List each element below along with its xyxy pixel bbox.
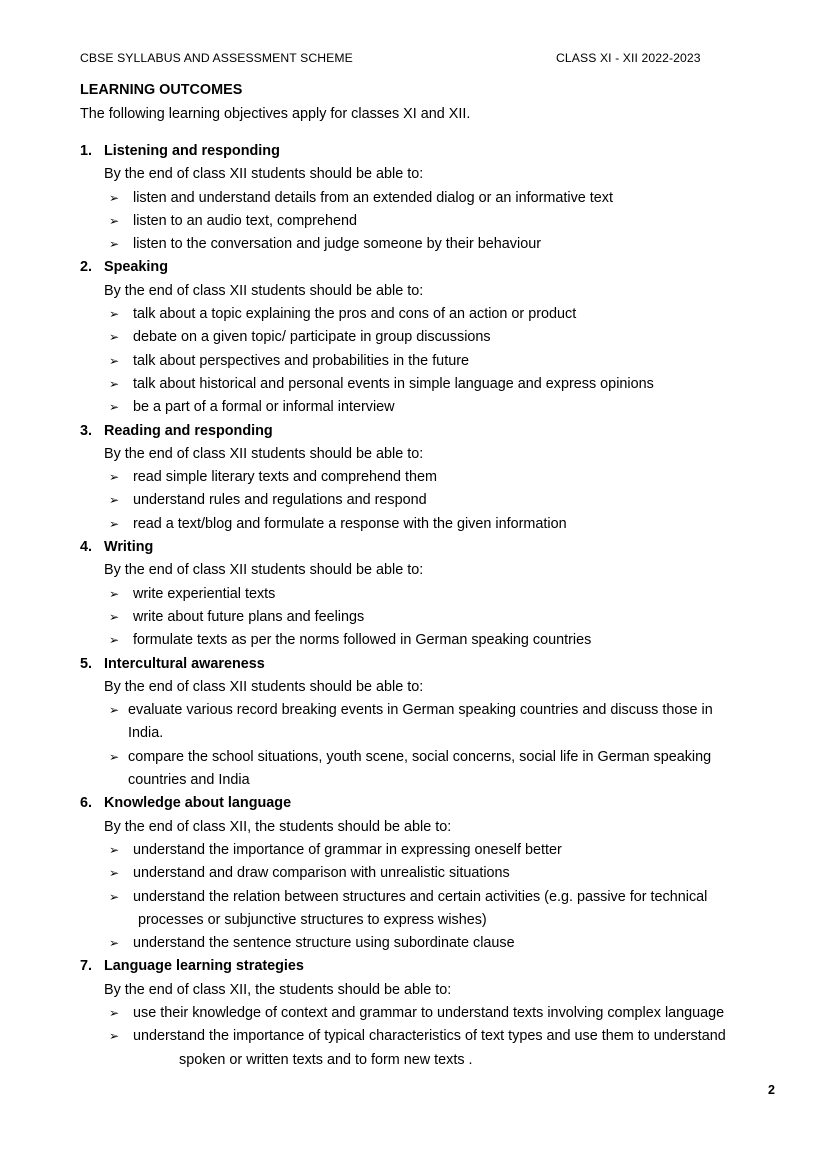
list-item: ➢ be a part of a formal or informal interview (80, 396, 780, 419)
header-left: CBSE SYLLABUS AND ASSESSMENT SCHEME (80, 51, 353, 65)
section-strategies (80, 955, 780, 1071)
arrow-bullet-icon: ➢ (109, 493, 120, 508)
section-lead: By the end of class XII, the students should be able to: (104, 981, 452, 998)
section-title: Speaking (104, 259, 168, 276)
section-number: 7. (80, 958, 93, 975)
arrow-bullet-icon: ➢ (109, 703, 120, 718)
list-item: ➢ talk about historical and personal events in simple language and express opinions (80, 373, 780, 396)
section-writing (80, 536, 780, 652)
section-listening (80, 140, 780, 256)
arrow-bullet-icon: ➢ (109, 609, 120, 624)
header-right: CLASS XI - XII 2022-2023 (556, 51, 701, 65)
arrow-bullet-icon: ➢ (109, 936, 120, 951)
section-number: 2. (80, 259, 93, 276)
arrow-bullet-icon: ➢ (109, 353, 120, 368)
section-title: Intercultural awareness (104, 655, 265, 672)
section-number: 1. (80, 143, 93, 159)
list-item: ➢ read a text/blog and formulate a response with the given information (80, 513, 780, 536)
section-title: Reading and responding (104, 422, 273, 439)
list-item: ➢ evaluate various record breaking events in German speaking countries and discuss those in India. (80, 699, 780, 746)
section-speaking (80, 256, 780, 419)
arrow-bullet-icon: ➢ (109, 749, 120, 764)
section-lead: By the end of class XII students should be able to: (104, 562, 424, 579)
arrow-bullet-icon: ➢ (109, 1029, 120, 1044)
section-heading (80, 536, 780, 559)
list-item: ➢ listen to an audio text, comprehend (80, 210, 780, 233)
main-content (80, 79, 780, 1072)
bullet-list (80, 187, 780, 257)
list-item: ➢ listen and understand details from an extended dialog or an informative text (80, 187, 780, 210)
section-title: Writing (104, 539, 154, 556)
page-title: LEARNING OUTCOMES (80, 82, 243, 98)
section-number: 3. (80, 422, 93, 439)
section-lead: By the end of class XII students should be able to: (104, 282, 424, 299)
arrow-bullet-icon: ➢ (109, 307, 120, 322)
list-item: ➢ formulate texts as per the norms followed in German speaking countries (80, 629, 780, 652)
list-item: ➢ understand the importance of typical characteristics of text types and use them to understand spoken or written texts and to form new texts . (80, 1025, 780, 1072)
list-item: ➢ understand the importance of grammar in expressing oneself better (80, 839, 780, 862)
bullet-list (80, 839, 780, 955)
section-number: 5. (80, 655, 93, 672)
list-item: ➢ understand rules and regulations and respond (80, 489, 780, 512)
list-item: ➢ talk about perspectives and probabilities in the future (80, 350, 780, 373)
section-heading (80, 792, 780, 815)
section-title: Knowledge about language (104, 795, 292, 812)
list-item: ➢ write experiential texts (80, 583, 780, 606)
arrow-bullet-icon: ➢ (109, 1005, 120, 1020)
intro-text: The following learning objectives apply for classes XI and XII. (80, 105, 471, 122)
list-item: ➢ understand the relation between structures and certain activities (e.g. passive for technical processes or subjunctive structures to express wishes) (80, 886, 780, 933)
arrow-bullet-icon: ➢ (109, 586, 120, 601)
arrow-bullet-icon: ➢ (109, 376, 120, 391)
list-item: ➢ use their knowledge of context and grammar to understand texts involving complex language (80, 1002, 780, 1025)
arrow-bullet-icon: ➢ (109, 516, 120, 531)
arrow-bullet-icon: ➢ (109, 866, 120, 881)
section-lead: By the end of class XII students should be able to: (104, 166, 424, 183)
section-heading (80, 140, 780, 163)
section-number: 4. (80, 539, 93, 556)
list-item: ➢ read simple literary texts and comprehend them (80, 466, 780, 489)
arrow-bullet-icon: ➢ (109, 190, 120, 205)
list-item: ➢ compare the school situations, youth scene, social concerns, social life in German speaking countries and India (80, 746, 780, 793)
list-item: ➢ understand the sentence structure using subordinate clause (80, 932, 780, 955)
section-heading (80, 955, 780, 978)
list-item: ➢ write about future plans and feelings (80, 606, 780, 629)
section-title: Language learning strategies (104, 958, 304, 975)
list-item: ➢ talk about a topic explaining the pros and cons of an action or product (80, 303, 780, 326)
section-reading (80, 420, 780, 536)
list-item: ➢ debate on a given topic/ participate in group discussions (80, 326, 780, 349)
section-number: 6. (80, 795, 93, 812)
section-heading (80, 653, 780, 676)
bullet-list (80, 583, 780, 653)
list-item: ➢ listen to the conversation and judge someone by their behaviour (80, 233, 780, 256)
section-heading (80, 256, 780, 279)
bullet-list (80, 699, 780, 792)
section-knowledge (80, 792, 780, 955)
arrow-bullet-icon: ➢ (109, 633, 120, 648)
section-title: Listening and responding (104, 143, 280, 159)
arrow-bullet-icon: ➢ (109, 213, 120, 228)
bullet-list (80, 1002, 780, 1072)
section-lead: By the end of class XII students should be able to: (104, 445, 424, 462)
bullet-list (80, 466, 780, 536)
arrow-bullet-icon: ➢ (109, 237, 120, 252)
arrow-bullet-icon: ➢ (109, 470, 120, 485)
section-heading (80, 420, 780, 443)
list-item: ➢ understand and draw comparison with unrealistic situations (80, 862, 780, 885)
arrow-bullet-icon: ➢ (109, 330, 120, 345)
arrow-bullet-icon: ➢ (109, 400, 120, 415)
section-lead: By the end of class XII students should be able to: (104, 678, 424, 695)
page-number: 2 (768, 1083, 775, 1097)
bullet-list (80, 303, 780, 419)
section-lead: By the end of class XII, the students should be able to: (104, 818, 452, 835)
section-intercultural (80, 653, 780, 793)
arrow-bullet-icon: ➢ (109, 889, 120, 904)
arrow-bullet-icon: ➢ (109, 842, 120, 857)
